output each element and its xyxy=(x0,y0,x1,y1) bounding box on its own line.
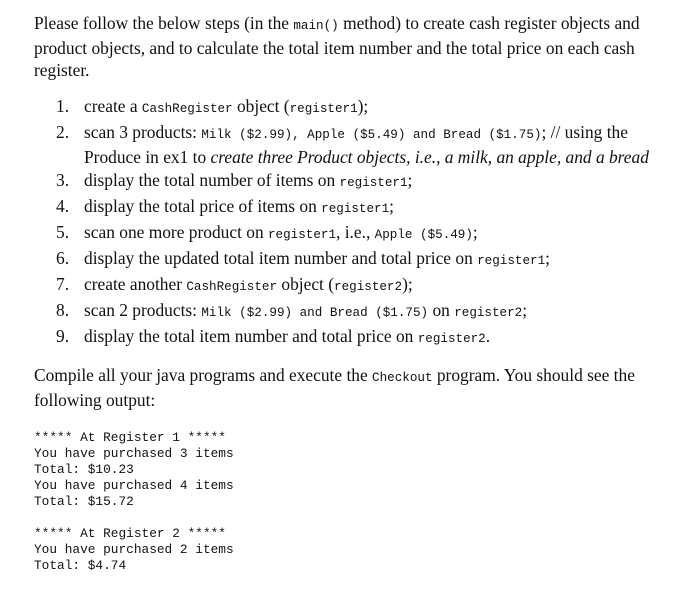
steps-list xyxy=(34,95,674,350)
step-item xyxy=(56,273,674,298)
step-item xyxy=(56,221,674,246)
step-number: 9. xyxy=(56,326,70,346)
step-number: 8. xyxy=(56,300,70,320)
step-text: . xyxy=(485,326,491,346)
step-italic-text: create three Product objects, i.e., a milk, an apple, and a bread xyxy=(210,147,649,167)
compile-text-1: Compile all your java programs and execute the xyxy=(34,365,373,385)
step-code: register1 xyxy=(339,176,408,190)
compile-paragraph xyxy=(34,364,674,411)
step-item xyxy=(56,247,674,272)
step-number: 1. xyxy=(56,96,70,116)
step-number: 2. xyxy=(56,122,70,142)
step-text: ; xyxy=(472,222,478,242)
step-text: ; // using the Produce in ex1 to xyxy=(84,122,628,167)
step-item xyxy=(56,169,674,194)
step-text: ); xyxy=(357,96,369,116)
step-text: object ( xyxy=(232,96,290,116)
step-text: ; xyxy=(545,248,550,268)
step-text: create another xyxy=(84,274,187,294)
step-text: on xyxy=(428,300,455,320)
step-text: display the total item number and total price on xyxy=(84,326,418,346)
output-line: You have purchased 2 items xyxy=(34,542,234,557)
step-text: ; xyxy=(389,196,395,216)
step-text: display the updated total item number and total price on xyxy=(84,248,478,268)
output-line: You have purchased 3 items xyxy=(34,446,234,461)
output-line: Total: $10.23 xyxy=(34,462,134,477)
document-page xyxy=(34,12,674,574)
step-item xyxy=(56,95,674,120)
step-code: register2 xyxy=(334,280,403,294)
step-text: , i.e., xyxy=(336,222,375,242)
step-code: Apple ($5.49) xyxy=(374,228,473,242)
step-number: 5. xyxy=(56,222,70,242)
step-item xyxy=(56,195,674,220)
step-text: scan 2 products: xyxy=(84,300,202,320)
step-code: Milk ($2.99), Apple ($5.49) and Bread ($1.75) xyxy=(201,128,542,142)
output-block-register-1 xyxy=(34,430,674,510)
step-number: 6. xyxy=(56,248,70,268)
step-code: register1 xyxy=(289,102,358,116)
output-line: You have purchased 4 items xyxy=(34,478,234,493)
step-code: register2 xyxy=(417,332,486,346)
step-text: create a xyxy=(84,96,142,116)
intro-text-1: Please follow the below steps (in the xyxy=(34,13,294,33)
step-number: 4. xyxy=(56,196,70,216)
output-line: Total: $15.72 xyxy=(34,494,134,509)
step-code: register2 xyxy=(454,306,523,320)
output-line: ***** At Register 1 ***** xyxy=(34,430,226,445)
compile-text-2: program. You should see the following output: xyxy=(34,365,635,410)
step-item xyxy=(56,121,674,168)
output-block-register-2 xyxy=(34,526,674,574)
step-text: display the total price of items on xyxy=(84,196,322,216)
step-code: CashRegister xyxy=(186,280,278,294)
output-line: Total: $4.74 xyxy=(34,558,127,573)
step-number: 7. xyxy=(56,274,70,294)
step-text: scan 3 products: xyxy=(84,122,202,142)
step-text: display the total number of items on xyxy=(84,170,340,190)
step-item xyxy=(56,299,674,324)
step-code: register1 xyxy=(321,202,390,216)
step-text: scan one more product on xyxy=(84,222,268,242)
step-item xyxy=(56,325,674,350)
compile-code-checkout: Checkout xyxy=(372,371,433,385)
output-line: ***** At Register 2 ***** xyxy=(34,526,226,541)
step-text: object ( xyxy=(277,274,335,294)
step-code: register1 xyxy=(268,228,337,242)
step-number: 3. xyxy=(56,170,70,190)
step-text: ); xyxy=(402,274,413,294)
step-text: ; xyxy=(407,170,413,190)
step-text: ; xyxy=(522,300,528,320)
intro-text-2: method) to create cash register objects and product objects, and to calculate the total item number and the total price on each cash register. xyxy=(34,13,640,80)
intro-code-main: main() xyxy=(293,19,339,33)
step-code: register1 xyxy=(477,254,546,268)
step-code: CashRegister xyxy=(141,102,233,116)
intro-paragraph xyxy=(34,12,674,81)
step-code: Milk ($2.99) and Bread ($1.75) xyxy=(201,306,429,320)
